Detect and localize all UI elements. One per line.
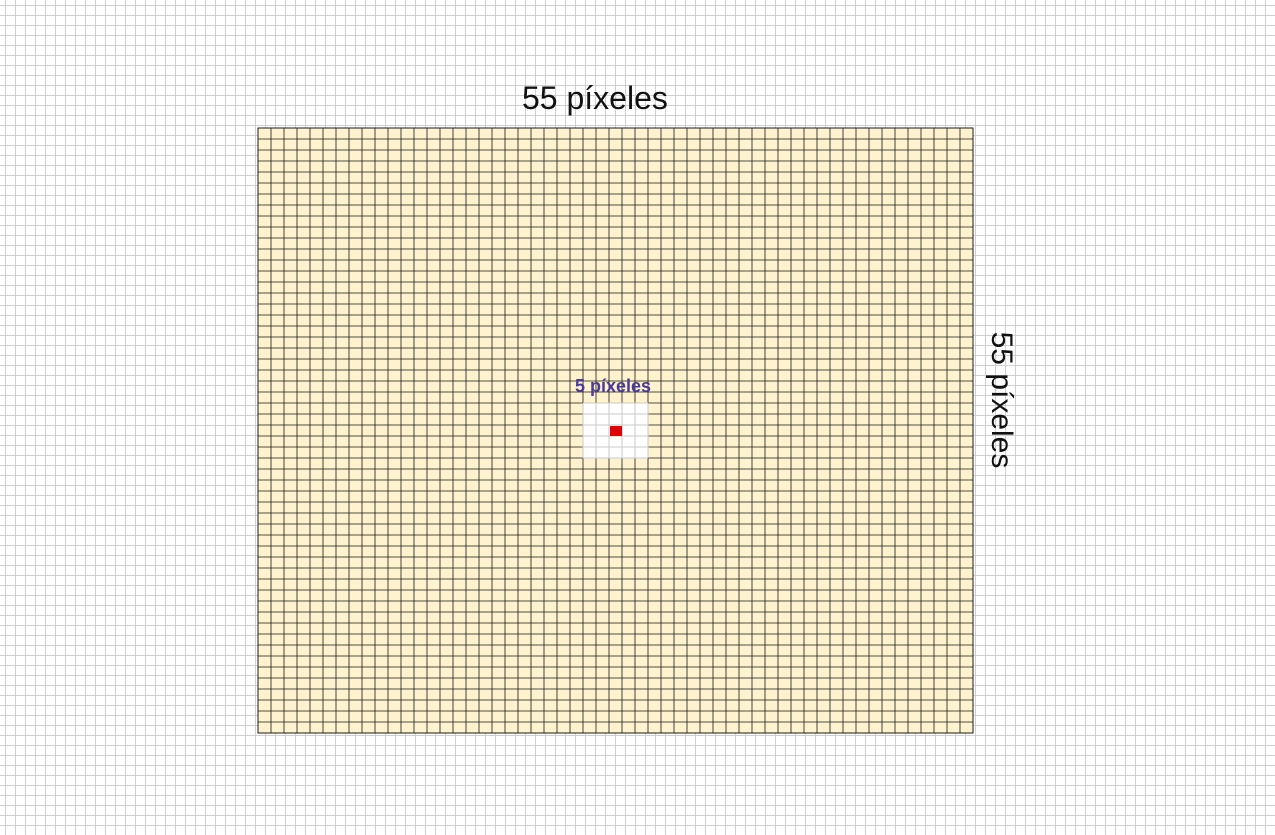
- inner-size-label: 5 píxeles: [575, 376, 652, 396]
- highlighted-pixel: [610, 426, 622, 436]
- outer-height-label: 55 píxeles: [985, 331, 1018, 469]
- outer-width-label: 55 píxeles: [522, 80, 668, 116]
